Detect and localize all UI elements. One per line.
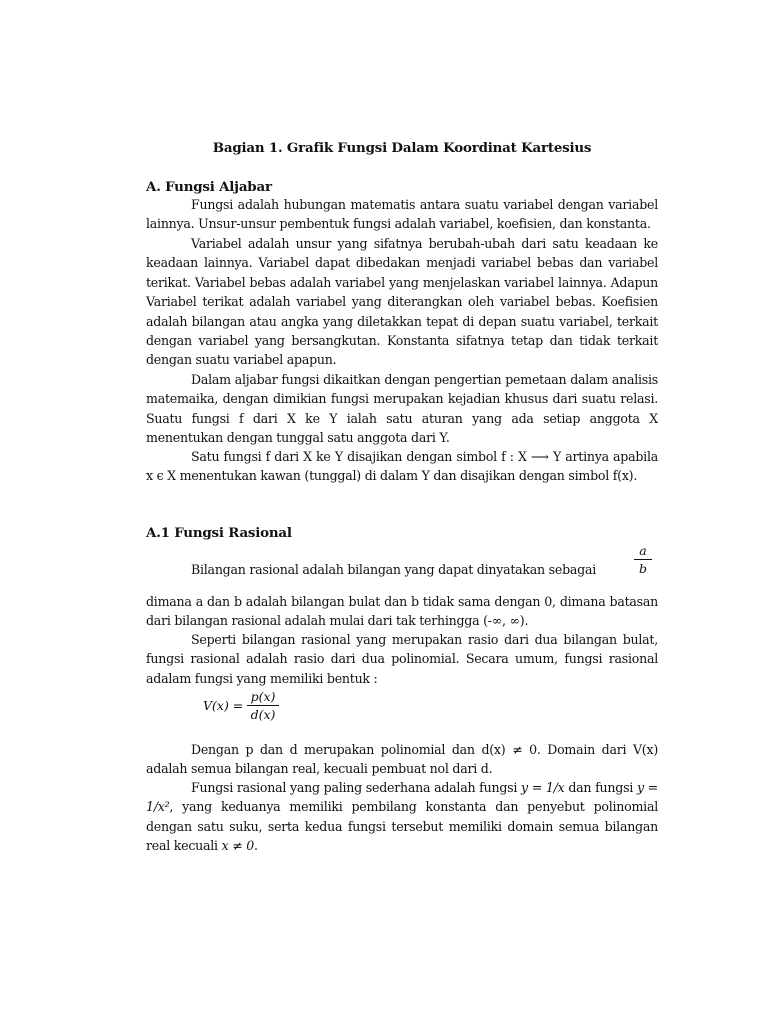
math-y-1-over-x: y = 1/x (520, 780, 565, 795)
formula-numerator: p(x) (250, 689, 276, 704)
text-segment: Fungsi rasional yang paling sederhana adalah fungsi (191, 780, 521, 795)
paragraph-domain: Dengan p dan d merupakan polinomial dan d(x) ≠ 0. Domain dari V(x) adalah semua bilangan real, kecuali pembuat nol dari d. (146, 742, 658, 777)
formula-lhs: V(x) = (203, 698, 244, 713)
fraction-numerator: a (639, 543, 647, 558)
text-segment: , yang keduanya memiliki pembilang konstanta dan penyebut polinomial dengan satu suku, serta kedua fungsi tersebut memiliki domain semua bilangan real kecuali (146, 799, 658, 854)
paragraph-bilangan-rasional: Bilangan rasional adalah bilangan yang dapat dinyatakan sebagai (191, 562, 596, 577)
text-segment: . (254, 838, 258, 854)
fraction-a-over-b (633, 543, 653, 576)
fraction-bar (634, 559, 652, 560)
paragraph-variabel: Variabel adalah unsur yang sifatnya berubah-ubah dari satu keadaan ke keadaan lainnya. Variabel dapat dibedakan menjadi variabel bebas dan variabel terikat. Variabel bebas adalah variabel yang menjelaskan variabel lainnya. Adapun Variabel terikat adalah variabel yang diterangkan oleh variabel bebas. Koefisien adalah bilangan atau angka yang diletakkan tepat di depan suatu variabel, terkait dengan variabel yang bersangkutan. Konstanta sifatnya tetap dan tidak terkait dengan suatu variabel apapun. (146, 236, 658, 368)
paragraph-batasan: dimana a dan b adalah bilangan bulat dan b tidak sama dengan 0, dimana batasan dari bilangan rasional adalah mulai dari tak terhingga (-∞, ∞). (146, 594, 658, 629)
paragraph-pemetaan: Dalam aljabar fungsi dikaitkan dengan pengertian pemetaan dalam analisis matemaika, dengan dimikian fungsi merupakan kejadian khusus dari suatu relasi. Suatu fungsi f dari X ke Y ialah satu aturan yang ada setiap anggota X menentukan dengan tunggal satu anggota dari Y. (146, 372, 658, 446)
page-title: Bagian 1. Grafik Fungsi Dalam Koordinat Kartesius (212, 140, 592, 156)
math-x-not-zero: x ≠ 0 (221, 838, 255, 854)
paragraph-simbol-fungsi: Satu fungsi f dari X ke Y disajikan dengan simbol f : X ⟶ Y artinya apabila x ϵ X menentukan kawan (tunggal) di dalam Y dan disajikan dengan simbol f(x). (146, 449, 658, 484)
formula-fraction-bar (247, 705, 279, 706)
fraction-denominator: b (638, 561, 647, 576)
section-heading-fungsi-rasional: A.1 Fungsi Rasional (146, 525, 292, 541)
formula-denominator: d(x) (250, 707, 276, 722)
text-segment: dan fungsi (564, 780, 637, 795)
math-y-1-over-x-squared: y = 1/x² (146, 780, 658, 815)
formula-fraction (247, 689, 279, 722)
section-heading-fungsi-aljabar: A. Fungsi Aljabar (146, 179, 272, 195)
paragraph-fungsi-sederhana (146, 778, 658, 856)
paragraph-definisi-fungsi: Fungsi adalah hubungan matematis antara suatu variabel dengan variabel lainnya. Unsur-unsur pembentuk fungsi adalah variabel, koefisien, dan konstanta. (146, 197, 658, 232)
paragraph-rasio-polinomial: Seperti bilangan rasional yang merupakan rasio dari dua bilangan bulat, fungsi rasional adalah rasio dari dua polinomial. Secara umum, fungsi rasional adalam fungsi yang memiliki bentuk : (146, 632, 658, 686)
